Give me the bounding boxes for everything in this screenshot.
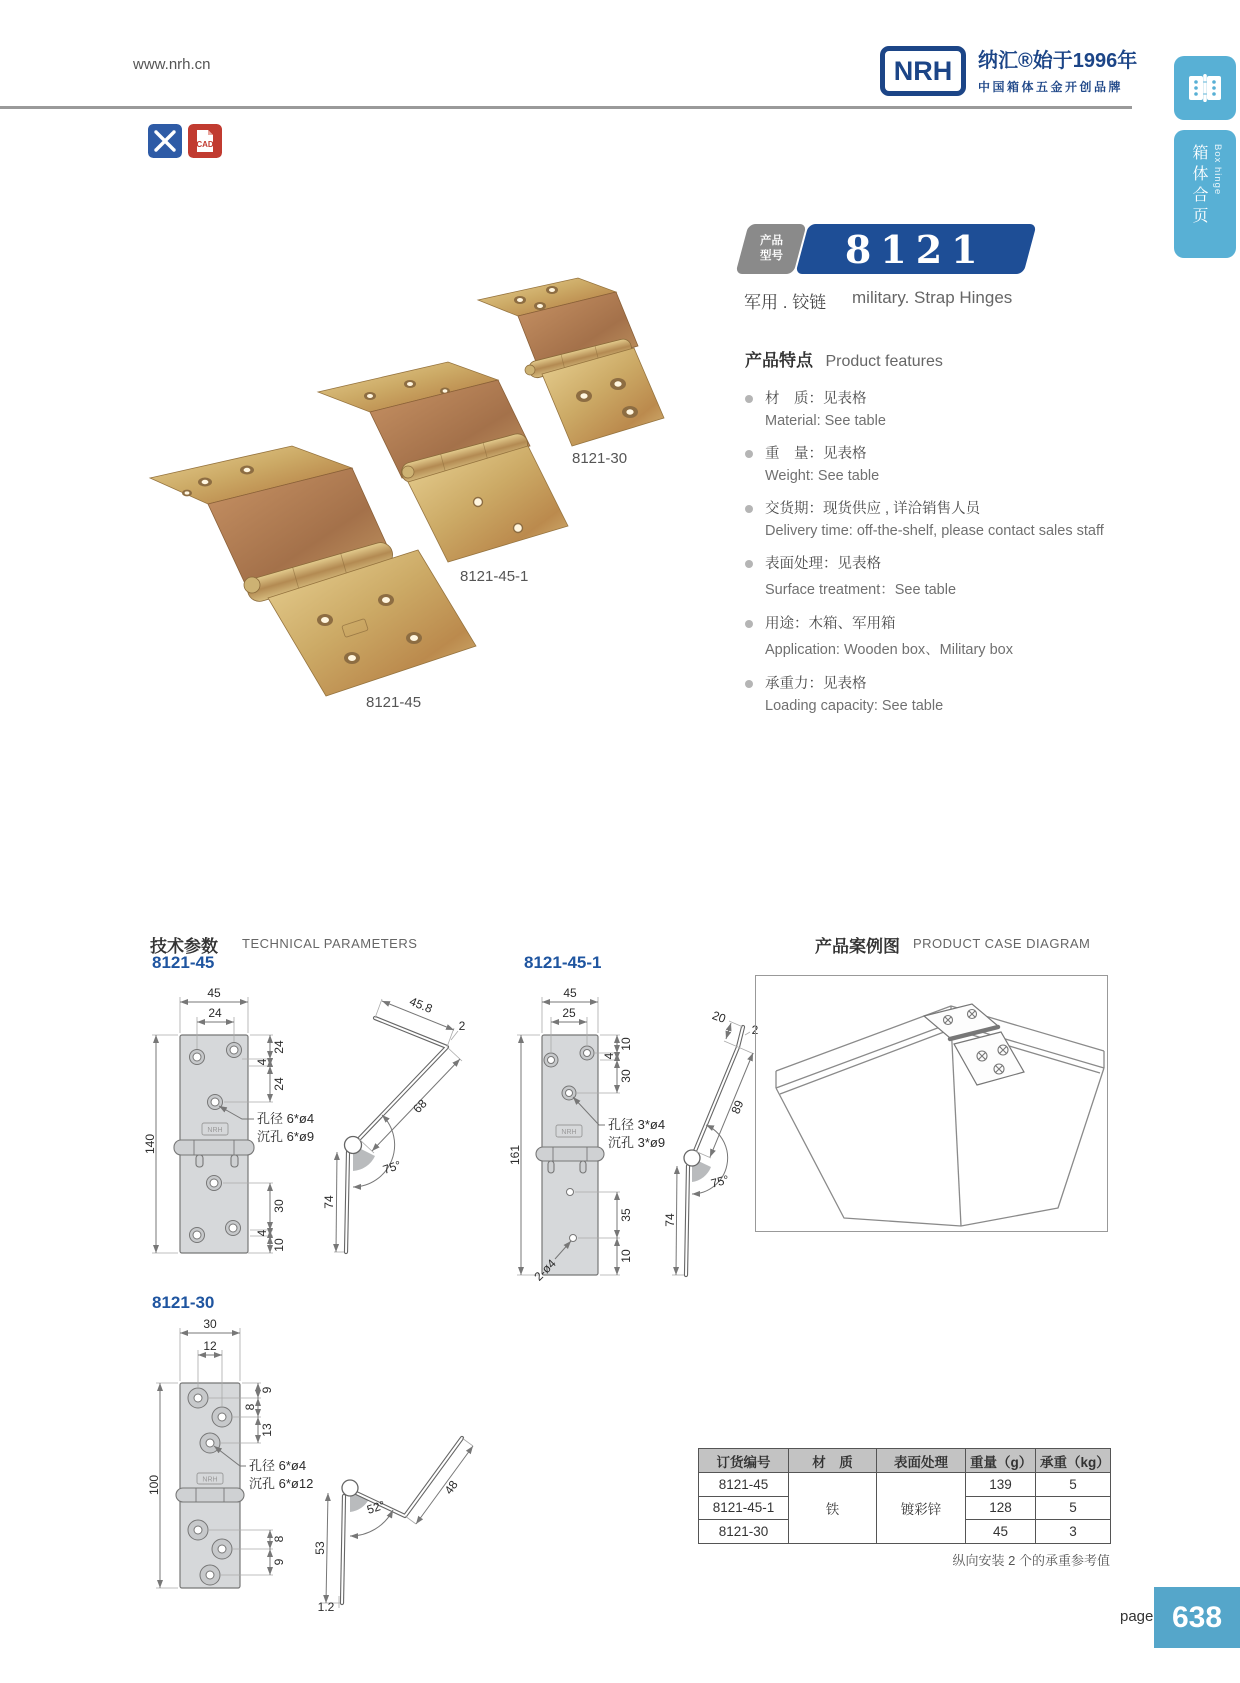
drawing-label-8121-45: 8121-45 [152,953,215,972]
dim-label: 8 [243,1403,257,1411]
dim-label: 89 [728,1098,747,1116]
case-title-en: PRODUCT CASE DIAGRAM [913,936,1091,951]
dim-label: 75° [381,1157,403,1177]
sidebar-tab-box-hinge[interactable] [1174,130,1236,258]
header-divider [0,106,1132,109]
photo-label-8121-45-1: 8121-45-1 [460,568,529,585]
dim-label: 35 [619,1208,633,1222]
product-features [745,346,1150,727]
bullet-icon [745,560,753,568]
dim-label: 9 [272,1558,286,1566]
page-number-box [1154,1587,1240,1648]
photo-label-8121-30: 8121-30 [572,450,628,467]
tools-icon [148,124,182,158]
dim-label: 52° [365,1497,387,1517]
drawing-stamp: NRH [202,1476,218,1484]
dim-label: 4 [255,1058,269,1066]
nrh-logo [880,46,966,96]
feature-item: 重 量：见表格 Weight: See table [745,442,1150,484]
dim-label: 75° [709,1172,731,1191]
hole-spec-label: 沉孔 6*ø12 [249,1476,314,1491]
dim-label: 161 [508,1144,522,1166]
brand-line1: 纳汇®始于1996年 [978,50,1138,72]
tech-title-cn: 技术参数 [150,937,218,956]
table-row [699,1473,1111,1497]
drawing-stamp: NRH [207,1127,223,1134]
bullet-icon [745,620,753,628]
drawing-stamp: NRH [561,1129,577,1136]
cell-load: 5 [1036,1496,1111,1520]
dim-label: 30 [272,1199,286,1213]
table-note: 纵向安装 2 个的承重参考值 [952,1553,1110,1568]
cell-material: 铁 [789,1473,877,1544]
cell-load: 5 [1036,1473,1111,1497]
dim-label: 30 [619,1069,633,1083]
tech-title-en: TECHNICAL PARAMETERS [242,936,418,951]
feature-item: 承重力：见表格 Loading capacity: See table [745,672,1150,714]
dim-label: 10 [272,1238,286,1252]
sidebar-tab-label-cn: 箱体合页 [1190,144,1207,228]
dim-label: 53 [313,1541,327,1555]
product-photos [115,265,690,710]
dim-label: 68 [410,1096,430,1116]
dim-label: 45.8 [407,994,435,1016]
product-subtitle-cn: 军用 . 铰链 [744,293,827,312]
dim-label: 24 [272,1040,286,1054]
bullet-icon [745,450,753,458]
case-diagram-frame [755,975,1108,1232]
bullet-icon [745,680,753,688]
dim-label: 10 [619,1037,633,1051]
cell-surface: 镀彩锌 [877,1473,966,1544]
dim-label: 4 [255,1229,269,1237]
model-banner [795,224,1036,274]
dim-label: 4 [602,1052,616,1060]
hinge-icon [1185,68,1225,108]
dim-label: 20 [710,1008,728,1026]
feature-item: 用途：木箱、军用箱 Application: Wooden box、Military box [745,612,1150,659]
dim-label: 2 [751,1023,759,1037]
dim-label: 2 [458,1019,466,1033]
tech-drawing-8121-45 [140,975,470,1275]
drawing-label-8121-45-1: 8121-45-1 [524,953,602,972]
spec-table-header-row [699,1449,1111,1473]
case-diagram [756,976,1107,1231]
dim-label: 25 [562,1006,576,1020]
cell-weight: 139 [966,1473,1036,1497]
feature-item: 表面处理：见表格 Surface treatment：See table [745,552,1150,599]
cad-icon [188,124,222,158]
sidebar-tab-label-en: Box hinge [1212,144,1223,196]
dim-label: 24 [208,1006,222,1020]
dim-label: 12 [203,1339,217,1353]
features-title-cn: 产品特点 [745,351,813,370]
product-subtitle-en: military. Strap Hinges [852,288,1013,307]
cell-model: 8121-45-1 [699,1496,789,1520]
page-label: page [1120,1608,1154,1625]
hole-spec-label: 孔径 3*ø4 [608,1117,666,1132]
model-badge-line2: 型号 [759,250,783,262]
col-header: 承重（kg） [1036,1449,1111,1473]
drawing-label-8121-30: 8121-30 [152,1293,215,1312]
cell-model: 8121-30 [699,1520,789,1544]
dim-label: 9 [260,1386,274,1394]
dim-label: 140 [143,1133,157,1155]
model-badge [735,224,806,274]
dim-label: 24 [272,1077,286,1091]
bullet-icon [745,505,753,513]
cell-model: 8121-45 [699,1473,789,1497]
dim-label: 30 [203,1317,217,1331]
col-header: 订货编号 [699,1449,789,1473]
cad-icon-label: CAD [196,140,214,149]
dim-label: 2-ø4 [531,1256,559,1284]
feature-item: 交货期：现货供应 , 详洽销售人员 Delivery time: off-the-shelf, please contact sales staff [745,497,1150,539]
col-header: 重量（g） [966,1449,1036,1473]
model-badge-line1: 产品 [759,235,783,248]
website-link[interactable]: www.nrh.cn [133,56,211,73]
brand-line2: 中国箱体五金开创品牌 [978,80,1124,94]
case-title-cn: 产品案例图 [815,937,900,956]
hole-spec-label: 孔径 6*ø4 [249,1458,307,1473]
tech-drawing-8121-30 [140,1288,480,1620]
features-title-en: Product features [825,353,943,370]
hole-spec-label: 沉孔 3*ø9 [608,1135,666,1150]
sidebar-tab-hinge[interactable] [1174,56,1236,120]
dim-label: 8 [272,1535,286,1543]
dim-label: 45 [207,986,221,1000]
cell-weight: 45 [966,1520,1036,1544]
dim-label: 10 [619,1249,633,1263]
model-number: 8121 [845,226,987,272]
dim-label: 1.2 [317,1600,335,1614]
spec-table [698,1448,1111,1544]
dim-label: 74 [322,1195,336,1209]
col-header: 材 质 [789,1449,877,1473]
cell-weight: 128 [966,1496,1036,1520]
dim-label: 74 [663,1213,677,1227]
dim-label: 100 [147,1474,161,1496]
dim-label: 48 [441,1477,461,1497]
feature-item: 材 质：见表格 Material: See table [745,387,1150,429]
hole-spec-label: 孔径 6*ø4 [257,1111,315,1126]
dim-label: 45 [563,986,577,1000]
cell-load: 3 [1036,1520,1111,1544]
col-header: 表面处理 [877,1449,966,1473]
dim-label: 13 [260,1423,274,1437]
page-number: 638 [1171,1600,1223,1634]
bullet-icon [745,395,753,403]
photo-label-8121-45: 8121-45 [366,694,422,711]
brand-text [978,44,1168,95]
hole-spec-label: 沉孔 6*ø9 [257,1129,315,1144]
nrh-logo-text: NRH [893,55,953,86]
